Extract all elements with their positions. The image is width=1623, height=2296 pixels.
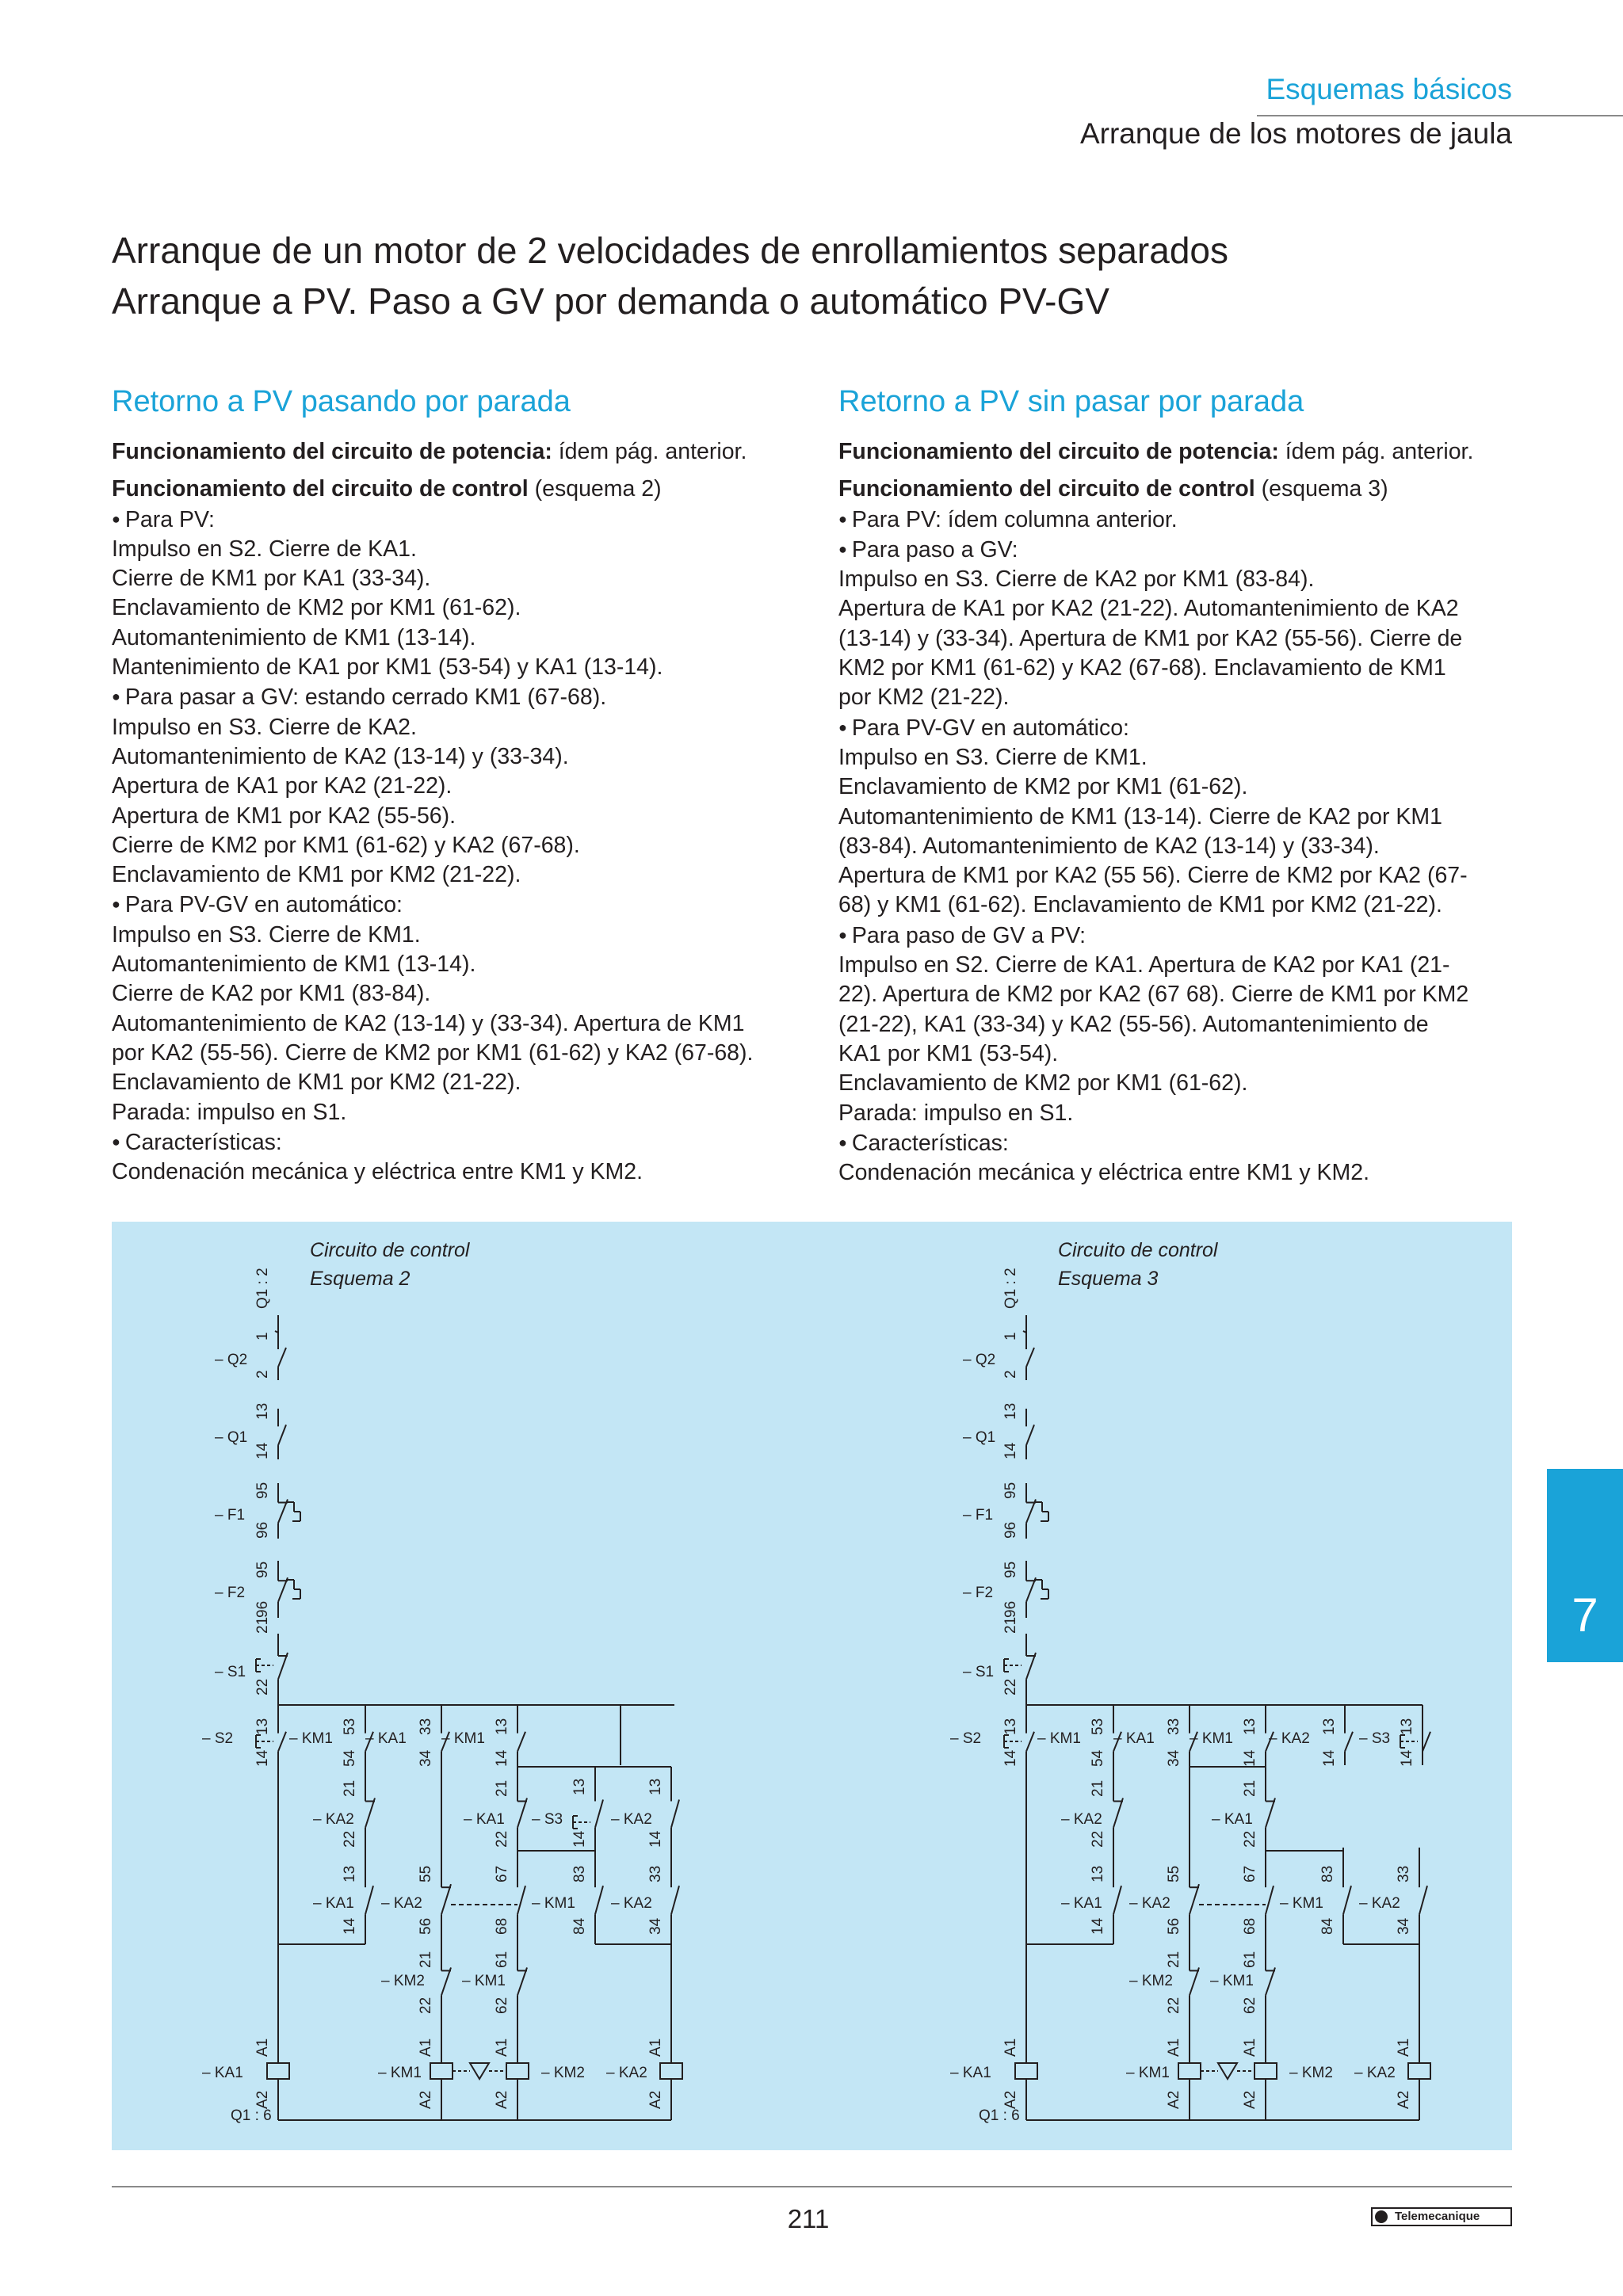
label: A2 (1166, 2090, 1182, 2109)
diagram-caption: Circuito de control (310, 1239, 470, 1261)
right-text-line: Impulso en S3. Cierre de KM1. (838, 744, 1148, 770)
label: – KA2 (611, 1895, 652, 1912)
label: A2 (1242, 2090, 1258, 2109)
label: 13 (647, 1778, 664, 1795)
left-text-line: Parada: impulso en S1. (112, 1099, 347, 1125)
label: – KM1 (462, 1973, 506, 1989)
wire (441, 1967, 451, 1995)
label: 22 (1242, 1830, 1258, 1848)
right-text-line: Impulso en S3. Cierre de KA2 por KM1 (83-84). (838, 566, 1315, 593)
label: – KA1 (464, 1811, 505, 1828)
label: – KM1 (441, 1730, 485, 1747)
right-text-line: 22). Apertura de KM2 por KA2 (67 68). Cierre de KM1 por KM2 (838, 982, 1469, 1008)
label: 95 (1002, 1482, 1019, 1499)
label: 13 (571, 1778, 588, 1795)
label: 13 (342, 1865, 358, 1882)
left-text-line: Enclavamiento de KM1 por KM2 (21-22). (112, 862, 521, 888)
label: A2 (418, 2090, 434, 2109)
label: A2 (494, 2090, 510, 2109)
label: 83 (1319, 1865, 1336, 1882)
label: 95 (1002, 1561, 1019, 1578)
coil-symbol (267, 2063, 289, 2079)
left-power-bold: Funcionamiento del circuito de potencia: (112, 439, 552, 464)
right-text-line: Parada: impulso en S1. (838, 1100, 1074, 1126)
label: – KA2 (381, 1895, 422, 1912)
right-text-line: Apertura de KA1 por KA2 (21-22). Automantenimiento de KA2 (838, 596, 1459, 622)
label: – KA2 (1269, 1730, 1310, 1747)
label: 21 (1090, 1779, 1106, 1797)
wire (1113, 1798, 1123, 1828)
left-text-line: Mantenimiento de KA1 por KM1 (53-54) y KA1 (13-14). (112, 654, 663, 681)
label: 22 (342, 1830, 358, 1848)
right-control-bold: Funcionamiento del circuito de control (838, 476, 1255, 502)
left-text-line: Enclavamiento de KM2 por KM1 (61-62). (112, 595, 521, 621)
control-circuit-diagrams (112, 1222, 1512, 2150)
wire (278, 1732, 286, 1752)
wire (595, 1800, 603, 1828)
label: 14 (1242, 1749, 1258, 1767)
label: – S2 (950, 1730, 982, 1747)
right-power-rest: ídem pág. anterior. (1278, 439, 1474, 464)
label: 33 (1166, 1718, 1182, 1735)
right-text-line: ● Para PV-GV en automático: (838, 713, 1520, 743)
wire (671, 1886, 679, 1914)
brand-name: Telemecanique (1395, 2210, 1480, 2223)
label: 54 (1090, 1749, 1106, 1767)
label: – S1 (963, 1664, 995, 1680)
label: 13 (1002, 1402, 1019, 1420)
label: – KM1 (289, 1730, 333, 1747)
left-power-rest: ídem pág. anterior. (552, 439, 747, 464)
wire (517, 1798, 527, 1828)
left-power-paragraph (112, 437, 793, 467)
label: – Q1 (215, 1429, 248, 1446)
label: 22 (1166, 1997, 1182, 2014)
right-text-line: ● Para paso de GV a PV: (838, 921, 1520, 951)
wire (1026, 1732, 1034, 1752)
label: – F2 (963, 1585, 994, 1601)
label: – KM1 (1190, 1730, 1233, 1747)
label: – KA1 (313, 1895, 354, 1912)
left-text-line: Enclavamiento de KM1 por KM2 (21-22). (112, 1070, 521, 1096)
left-text-line: Cierre de KM1 por KA1 (33-34). (112, 566, 431, 592)
label: 68 (494, 1917, 510, 1935)
label: 14 (1321, 1749, 1338, 1767)
label: 55 (1166, 1865, 1182, 1882)
label: 67 (494, 1865, 510, 1882)
left-text-line: Impulso en S3. Cierre de KA2. (112, 714, 417, 740)
label: 22 (1002, 1678, 1019, 1695)
right-text-line: Condenación mecánica y eléctrica entre KM1 y KM2. (838, 1160, 1370, 1186)
label: – KM2 (541, 2065, 585, 2081)
label: 21 (418, 1951, 434, 1968)
left-text-line: Condenación mecánica y eléctrica entre KM1 y KM2. (112, 1159, 643, 1185)
left-text-line: ● Para pasar a GV: estando cerrado KM1 (67-68). (112, 682, 793, 712)
label: A1 (1166, 2038, 1182, 2057)
diagram-caption: Esquema 2 (310, 1268, 411, 1290)
label: 14 (571, 1830, 588, 1848)
label: A1 (494, 2038, 510, 2057)
label: 14 (494, 1749, 510, 1767)
label: 61 (494, 1951, 510, 1968)
label: 56 (418, 1917, 434, 1935)
label: 34 (1166, 1749, 1182, 1767)
interlock-symbol (1218, 2063, 1237, 2079)
right-text-line: KA1 por KM1 (53-54). (838, 1040, 1059, 1066)
left-text-line: por KA2 (55-56). Cierre de KM2 por KM1 (61-62) y KA2 (67-68). (112, 1039, 754, 1066)
left-text-line: Automantenimiento de KM1 (13-14). (112, 952, 476, 978)
header-subsection: Arranque de los motores de jaula (1079, 117, 1512, 150)
wire (517, 1886, 525, 1914)
right-control-rest: (esquema 3) (1254, 476, 1388, 502)
header-section: Esquemas básicos (1266, 73, 1512, 105)
left-column-title: Retorno a PV pasando por parada (112, 385, 571, 418)
label: 55 (418, 1865, 434, 1882)
label: 14 (647, 1830, 664, 1848)
label: – KA1 (365, 1730, 407, 1747)
label: 22 (1090, 1830, 1106, 1848)
label: – KA1 (1113, 1730, 1155, 1747)
left-text-line: Automantenimiento de KM1 (13-14). (112, 624, 476, 650)
wire (365, 1886, 373, 1914)
label: – KA2 (1354, 2065, 1396, 2081)
label: 22 (418, 1997, 434, 2014)
right-text-lines (838, 505, 1520, 1188)
label: 21 (254, 1616, 271, 1634)
left-text-line: ● Para PV-GV en automático: (112, 890, 793, 920)
right-column (838, 382, 1520, 1188)
label: – KM1 (532, 1895, 575, 1912)
label: – KA2 (1129, 1895, 1170, 1912)
label: 54 (342, 1749, 358, 1767)
right-control-heading (838, 475, 1520, 504)
left-text-line: Automantenimiento de KA2 (13-14) y (33-34). Apertura de KM1 (112, 1010, 745, 1036)
label: – KA1 (1061, 1895, 1102, 1912)
left-control-heading (112, 475, 793, 504)
right-power-bold: Funcionamiento del circuito de potencia: (838, 439, 1279, 464)
label: 95 (254, 1561, 271, 1578)
label: – KM1 (1126, 2065, 1170, 2081)
right-text-line: Enclavamiento de KM2 por KM1 (61-62). (838, 1070, 1248, 1097)
label: 83 (571, 1865, 588, 1882)
right-text-line: KM2 por KM1 (61-62) y KA2 (67-68). Enclavamiento de KM1 (838, 655, 1446, 681)
label: – KM2 (381, 1973, 425, 1989)
label: 1 (1002, 1332, 1019, 1341)
wire (365, 1798, 375, 1828)
footer-rule (112, 2186, 1512, 2187)
right-text-line: Automantenimiento de KM1 (13-14). Cierre de KA2 por KM1 (838, 803, 1442, 830)
label: A1 (1242, 2038, 1258, 2057)
label: 96 (1002, 1521, 1019, 1539)
ref-label: Q1 : 6 (231, 2107, 272, 2124)
label: 96 (254, 1521, 271, 1539)
ref-label: Q1 : 2 (1002, 1268, 1019, 1309)
label: 96 (1002, 1600, 1019, 1618)
label: 53 (1090, 1718, 1106, 1735)
label: 1 (254, 1332, 271, 1341)
label: – KM1 (1037, 1730, 1081, 1747)
label: – KA2 (606, 2065, 647, 2081)
schematic-right (950, 1239, 1430, 2124)
label: – KM1 (1280, 1895, 1323, 1912)
right-text-line: Apertura de KM1 por KA2 (55 56). Cierre de KM2 por KA2 (67- (838, 863, 1468, 889)
label: – KM1 (1210, 1973, 1254, 1989)
chapter-number: 7 (1571, 1589, 1598, 1642)
label: – KA1 (1212, 1811, 1253, 1828)
label: 33 (647, 1865, 664, 1882)
title-line-1: Arranque de un motor de 2 velocidades de enrollamientos separados (112, 230, 1228, 271)
label: A2 (647, 2090, 664, 2109)
label: A2 (1396, 2090, 1412, 2109)
wire (278, 1653, 288, 1680)
wire (1266, 1798, 1275, 1828)
label: 2 (254, 1370, 271, 1379)
label: 21 (1002, 1616, 1019, 1634)
label: – KA1 (950, 2065, 991, 2081)
label: 62 (1242, 1997, 1258, 2014)
label: – F1 (963, 1507, 994, 1524)
left-text-line: ● Características: (112, 1127, 793, 1158)
wire (1026, 1348, 1034, 1367)
ref-label: Q1 : 6 (979, 2107, 1020, 2124)
label: 13 (1090, 1865, 1106, 1882)
label: 68 (1242, 1917, 1258, 1935)
label: 84 (571, 1917, 588, 1935)
wire (1266, 1886, 1274, 1914)
label: 33 (418, 1718, 434, 1735)
right-text-line: ● Para PV: ídem columna anterior. (838, 505, 1520, 535)
label: – S2 (202, 1730, 234, 1747)
label: 56 (1166, 1917, 1182, 1935)
right-text-line: ● Características: (838, 1128, 1520, 1158)
label: 13 (1242, 1718, 1258, 1735)
label: 13 (254, 1718, 271, 1735)
label: A2 (1002, 2090, 1019, 2109)
right-text-line: por KM2 (21-22). (838, 685, 1010, 711)
label: – S1 (215, 1664, 246, 1680)
chapter-tab[interactable] (1547, 1469, 1623, 1662)
label: – KA1 (202, 2065, 243, 2081)
brand-mark-icon (1375, 2210, 1388, 2223)
title-line-2: Arranque a PV. Paso a GV por demanda o automático PV-GV (112, 280, 1109, 322)
wire (1026, 1425, 1034, 1445)
coil-symbol (506, 2063, 529, 2079)
right-text-line: (83-84). Automantenimiento de KA2 (13-14) y (33-34). (838, 833, 1380, 859)
label: A2 (254, 2090, 271, 2109)
label: – Q1 (963, 1429, 996, 1446)
wire (1423, 1732, 1430, 1752)
left-control-bold: Funcionamiento del circuito de control (112, 476, 529, 502)
label: – S3 (1359, 1730, 1391, 1747)
label: – KM2 (1129, 1973, 1173, 1989)
wire (517, 1967, 527, 1995)
label: 84 (1319, 1917, 1336, 1935)
label: A1 (418, 2038, 434, 2057)
label: – KM1 (378, 2065, 422, 2081)
wire (1345, 1732, 1353, 1752)
label: A1 (1002, 2038, 1019, 2057)
ref-label: Q1 : 2 (254, 1268, 271, 1309)
label: – F2 (215, 1585, 246, 1601)
interlock-symbol (470, 2063, 489, 2079)
wire (595, 1886, 603, 1914)
label: 96 (254, 1600, 271, 1618)
left-text-line: Apertura de KM1 por KA2 (55-56). (112, 803, 456, 829)
label: – KA2 (1061, 1811, 1102, 1828)
label: 14 (1002, 1442, 1019, 1459)
right-text-line: ● Para paso a GV: (838, 535, 1520, 565)
diagram-caption: Esquema 3 (1058, 1268, 1159, 1290)
header-rule (1257, 115, 1623, 116)
label: A1 (254, 2038, 271, 2057)
label: 14 (1090, 1917, 1106, 1935)
brand-logo (1371, 2207, 1512, 2226)
wire (441, 1884, 451, 1914)
label: 62 (494, 1997, 510, 2014)
label: 34 (1396, 1917, 1412, 1935)
right-text-line: (13-14) y (33-34). Apertura de KM1 por KA2 (55-56). Cierre de (838, 625, 1463, 651)
page-title (112, 225, 1228, 326)
label: 14 (342, 1917, 358, 1935)
left-text-line: Impulso en S2. Cierre de KA1. (112, 536, 417, 562)
diagram-caption: Circuito de control (1058, 1239, 1218, 1261)
right-text-line: Enclavamiento de KM2 por KM1 (61-62). (838, 774, 1248, 800)
label: 22 (254, 1678, 271, 1695)
label: 13 (1002, 1718, 1019, 1735)
right-column-title: Retorno a PV sin pasar por parada (838, 385, 1304, 418)
label: 21 (342, 1779, 358, 1797)
left-text-line: ● Para PV: (112, 505, 793, 535)
wire (278, 1425, 286, 1445)
right-text-line: Impulso en S2. Cierre de KA1. Apertura de KA2 por KA1 (21- (838, 952, 1450, 978)
diagram-svg (112, 1222, 1512, 2150)
left-text-line: Cierre de KM2 por KM1 (61-62) y KA2 (67-68). (112, 832, 580, 858)
label: 33 (1396, 1865, 1412, 1882)
coil-symbol (430, 2063, 453, 2079)
wire (517, 1732, 525, 1752)
left-text-lines (112, 505, 793, 1188)
label: A1 (1396, 2038, 1412, 2057)
label: 2 (1002, 1370, 1019, 1379)
label: 95 (254, 1482, 271, 1499)
wire (1190, 1967, 1199, 1995)
label: – S3 (532, 1811, 563, 1828)
wire (1419, 1886, 1427, 1914)
right-text-line: (21-22), KA1 (33-34) y KA2 (55-56). Automantenimiento de (838, 1011, 1429, 1037)
wire (1113, 1886, 1121, 1914)
label: – KA2 (313, 1811, 354, 1828)
left-text-line: Apertura de KA1 por KA2 (21-22). (112, 773, 453, 799)
right-power-paragraph (838, 437, 1520, 467)
page-number: 211 (787, 2204, 830, 2233)
left-text-line: Impulso en S3. Cierre de KM1. (112, 921, 421, 948)
label: – Q2 (963, 1352, 996, 1368)
left-control-rest: (esquema 2) (528, 476, 662, 502)
label: – KM2 (1289, 2065, 1333, 2081)
label: 13 (1399, 1718, 1415, 1735)
label: 13 (1321, 1718, 1338, 1735)
wire (671, 1800, 679, 1828)
label: – F1 (215, 1507, 246, 1524)
left-text-line: Cierre de KA2 por KM1 (83-84). (112, 981, 431, 1007)
label: A1 (647, 2038, 664, 2057)
wire (1343, 1886, 1351, 1914)
label: 22 (494, 1830, 510, 1848)
right-text-line: 68) y KM1 (61-62). Enclavamiento de KM1 por KM2 (21-22). (838, 892, 1442, 918)
label: 13 (254, 1402, 271, 1420)
label: 14 (254, 1749, 271, 1767)
schematic-left (202, 1239, 682, 2124)
label: 14 (254, 1442, 271, 1459)
label: 61 (1242, 1951, 1258, 1968)
label: 21 (1166, 1951, 1182, 1968)
wire (278, 1348, 286, 1367)
label: 53 (342, 1718, 358, 1735)
coil-symbol (1254, 2063, 1277, 2079)
coil-symbol (660, 2063, 682, 2079)
label: 34 (647, 1917, 664, 1935)
label: – Q2 (215, 1352, 248, 1368)
label: 21 (494, 1779, 510, 1797)
wire (1026, 1653, 1036, 1680)
label: 67 (1242, 1865, 1258, 1882)
label: 34 (418, 1749, 434, 1767)
wire (1190, 1884, 1199, 1914)
label: 14 (1399, 1749, 1415, 1767)
left-column (112, 382, 793, 1187)
label: 13 (494, 1718, 510, 1735)
coil-symbol (1015, 2063, 1037, 2079)
label: – KA2 (1359, 1895, 1400, 1912)
coil-symbol (1408, 2063, 1430, 2079)
label: 21 (1242, 1779, 1258, 1797)
coil-symbol (1178, 2063, 1201, 2079)
left-text-line: Automantenimiento de KA2 (13-14) y (33-34). (112, 743, 569, 769)
wire (1266, 1967, 1275, 1995)
label: – KA2 (611, 1811, 652, 1828)
label: 14 (1002, 1749, 1019, 1767)
